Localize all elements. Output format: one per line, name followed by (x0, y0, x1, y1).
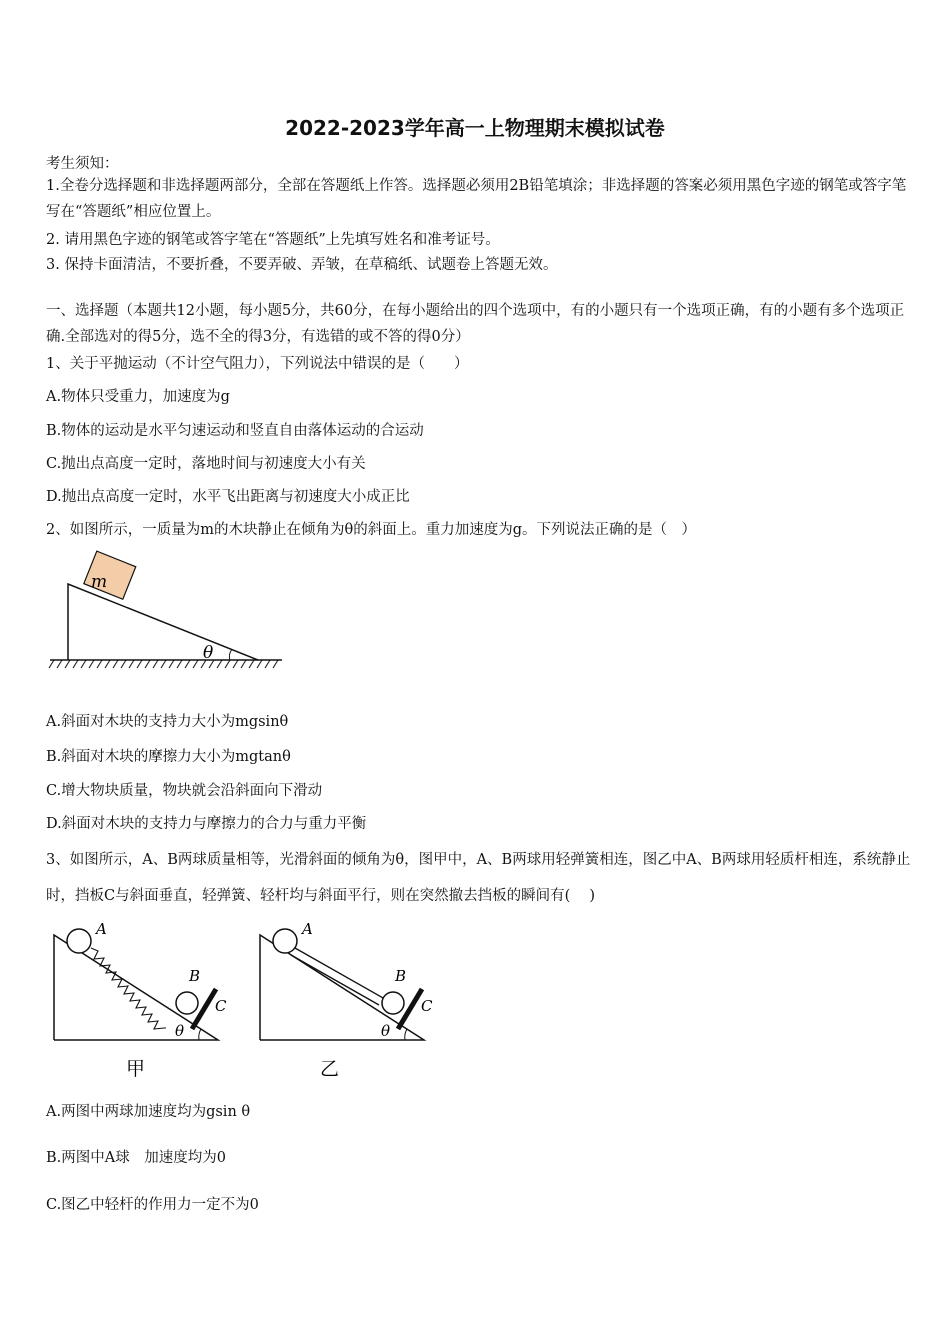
q2-option-d: D.斜面对木块的支持力与摩擦力的合力与重力平衡 (46, 816, 367, 832)
q3-figure-spring (46, 915, 246, 1085)
notice-item-2: 2. 请用黑色字迹的钢笔或答字笔在“答题纸”上先填写姓名和准考证号。 (46, 232, 500, 248)
q3-option-a: A.两图中两球加速度均为gsin θ (46, 1104, 251, 1120)
angle-arc (229, 649, 232, 660)
label-a: A (96, 920, 107, 938)
q3-figure-rod (252, 915, 452, 1085)
ball-b (176, 992, 198, 1014)
ball-a (273, 929, 297, 953)
q3-option-c: C.图乙中轻杆的作用力一定不为0 (46, 1197, 259, 1213)
label-b: B (189, 967, 201, 985)
q3-option-b: B.两图中A球 加速度均为0 (46, 1150, 226, 1166)
page-title: 2022-2023学年高一上物理期末模拟试卷 (285, 116, 665, 140)
notice-item-1: 1.全卷分选择题和非选择题两部分，全部在答题纸上作答。选择题必须用2B铅笔填涂；非选择题的答案必须用黑色字迹的钢笔或答字笔写在“答题纸”相应位置上。 (46, 178, 907, 220)
section-heading: 一、选择题（本题共12小题，每小题5分，共60分，在每小题给出的四个选项中，有的小题只有一个选项正确，有的小题有多个选项正确.全部选对的得5分，选不全的得3分，有选错的或不答的得0分） (46, 303, 905, 345)
q2-option-a: A.斜面对木块的支持力大小为mgsinθ (46, 714, 289, 730)
angle-label: θ (203, 643, 214, 663)
q1-option-b: B.物体的运动是水平匀速运动和竖直自由落体运动的合运动 (46, 423, 424, 439)
label-b: B (395, 967, 407, 985)
q2-incline-figure (46, 552, 286, 677)
ball-b (382, 992, 404, 1014)
q1-option-d: D.抛出点高度一定时，水平飞出距离与初速度大小成正比 (46, 489, 410, 505)
rod (295, 948, 383, 998)
ball-a (67, 929, 91, 953)
label-c: C (215, 997, 227, 1015)
q1-option-c: C.抛出点高度一定时，落地时间与初速度大小有关 (46, 456, 366, 472)
block-label: m (90, 572, 108, 592)
caption-yi: 乙 (320, 1058, 340, 1080)
q2-option-b: B.斜面对木块的摩擦力大小为mgtanθ (46, 749, 291, 765)
q2-stem: 2、如图所示，一质量为m的木块静止在倾角为θ的斜面上。重力加速度为g。下列说法正确的是（ ） (46, 522, 696, 538)
q1-option-a: A.物体只受重力，加速度为g (46, 389, 230, 405)
notice-item-3: 3. 保持卡面清洁，不要折叠，不要弄破、弄皱，在草稿纸、试题卷上答题无效。 (46, 257, 558, 273)
label-a: A (302, 920, 313, 938)
label-c: C (421, 997, 433, 1015)
q1-stem: 1、关于平抛运动（不计空气阻力），下列说法中错误的是（ ） (46, 356, 469, 372)
q2-option-c: C.增大物块质量，物块就会沿斜面向下滑动 (46, 783, 323, 799)
incline-outline (68, 584, 258, 660)
notice-heading: 考生须知： (46, 156, 119, 172)
spring (91, 948, 166, 1029)
label-theta: θ (175, 1022, 185, 1040)
label-theta: θ (381, 1022, 391, 1040)
caption-jia: 甲 (126, 1058, 146, 1080)
q3-stem: 3、如图所示，A、B两球质量相等，光滑斜面的倾角为θ，图甲中，A、B两球用轻弹簧相连，图乙中A、B两球用轻质杆相连，系统静止时，挡板C与斜面垂直，轻弹簧、轻杆均与斜面平行，则在突然撤去挡板的瞬间有( ) (46, 852, 911, 904)
